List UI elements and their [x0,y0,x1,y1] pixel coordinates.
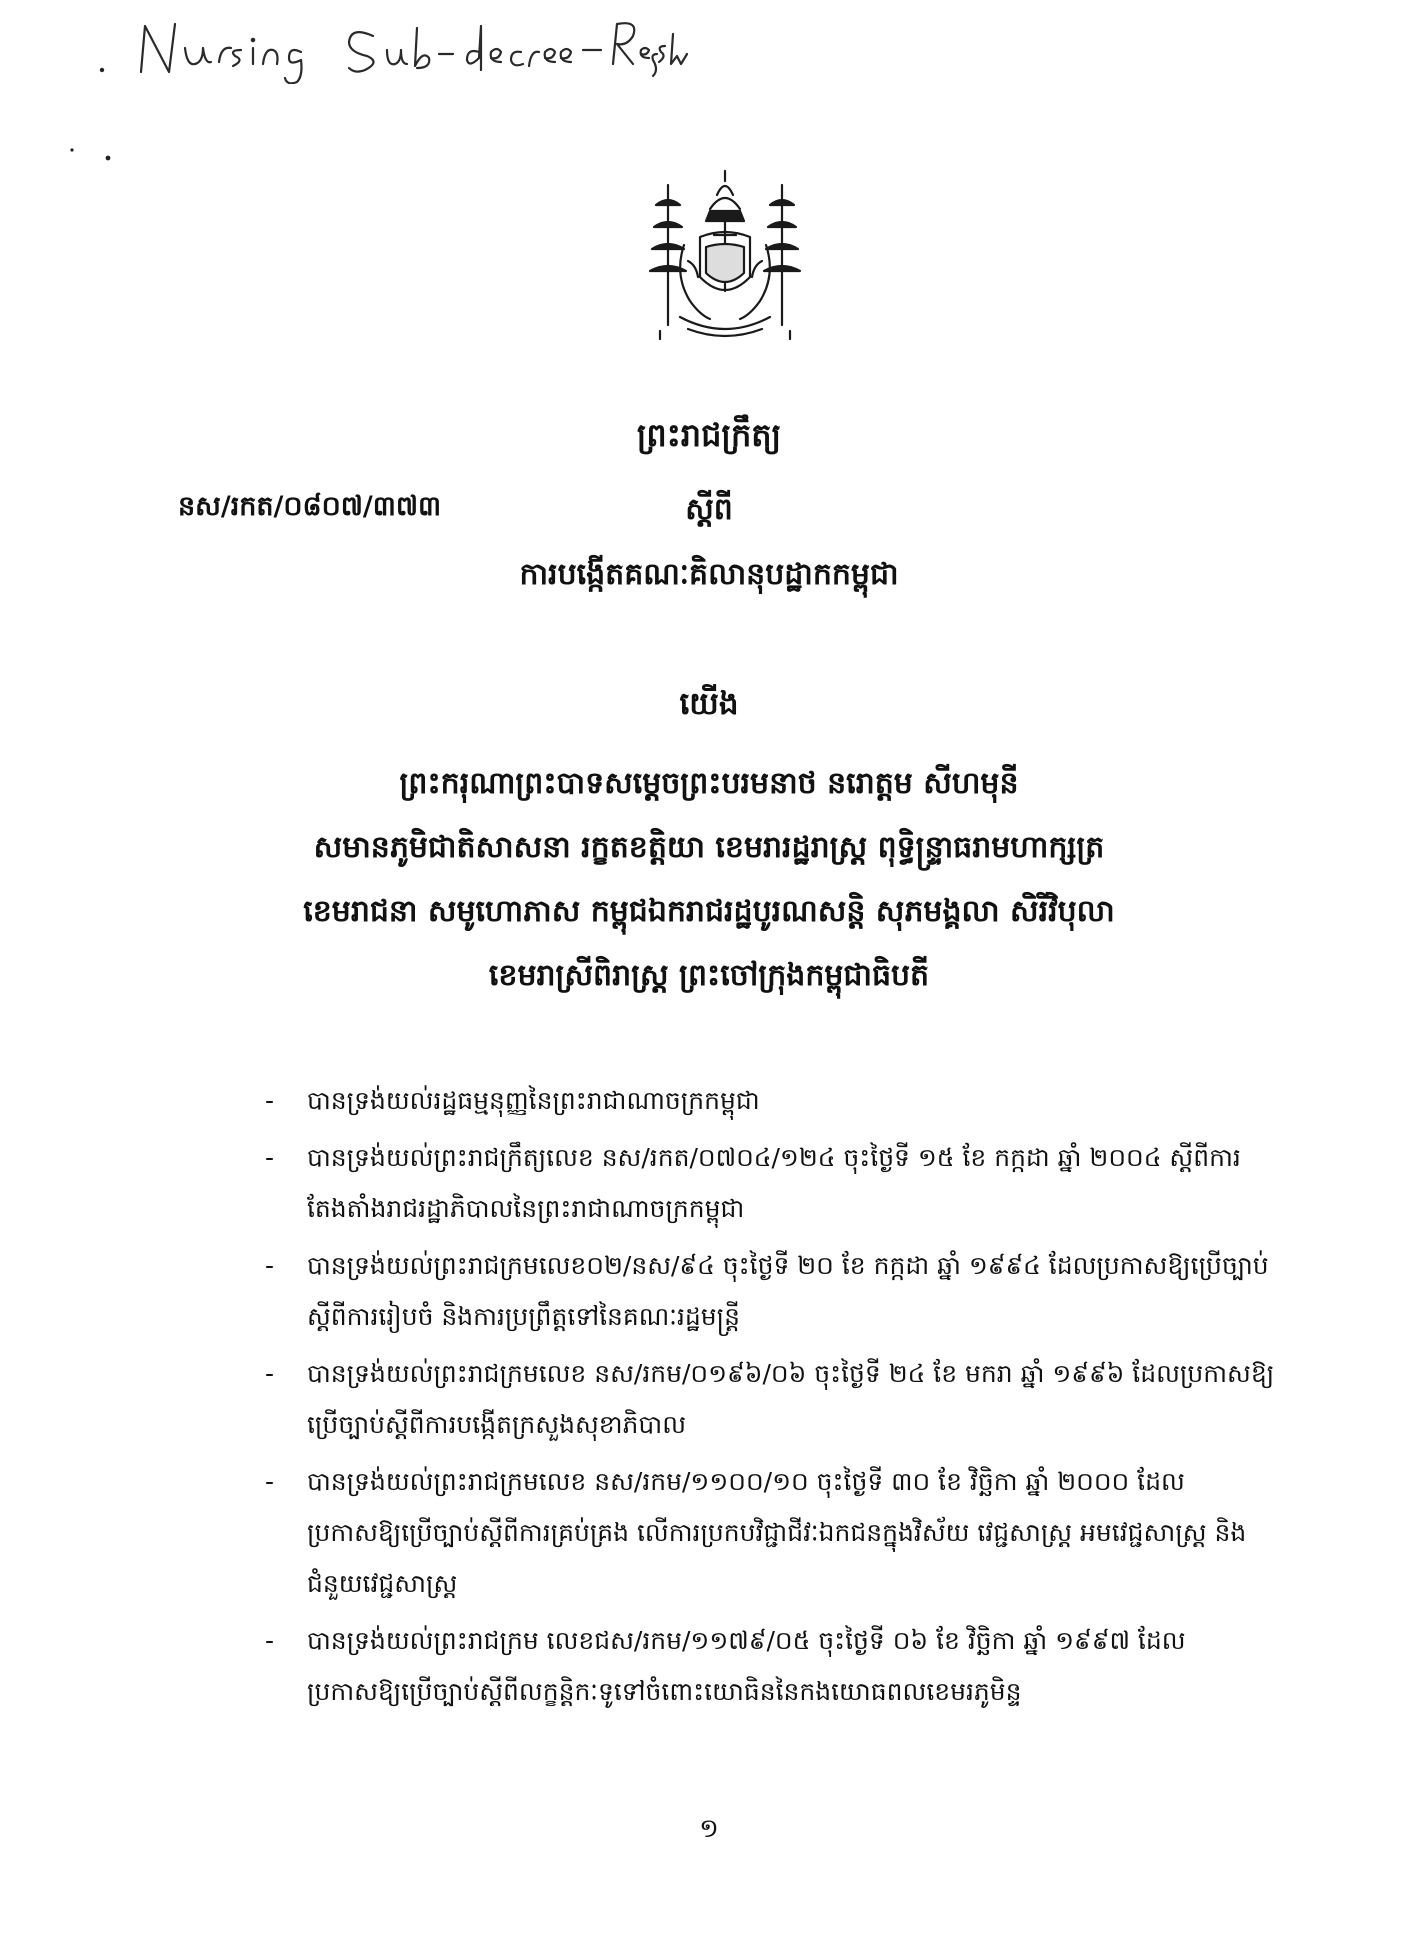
king-title-line: ខេមរាជនា សមូហោភាស កម្ពុជឯករាជរដ្ឋបូរណសន្តិ សុភមង្គលា សិរីវិបុលា [303,894,1115,929]
legal-basis-list [265,1075,1275,1723]
list-dash: - [265,1251,275,1280]
list-dash: - [265,1143,275,1172]
provision-text: បានទ្រង់យល់រដ្ឋធម្មនុញ្ញនៃព្រះរាជាណាចក្រកម្ពុជា [307,1086,760,1115]
list-dash: - [265,1626,275,1655]
provision-text: បានទ្រង់យល់ព្រះរាជក្រឹត្យលេខ នស/រកត/០៧០៤/១២៤ ចុះថ្ងៃទី ១៥ ខែ កក្កដា ឆ្នាំ ២០០៤ ស្តីពីការតែងតាំងរាជរដ្ឋាភិបាលនៃព្រះរាជាណាចក្រកម្ពុជា [307,1143,1241,1223]
provision-text: បានទ្រង់យល់ព្រះរាជក្រមលេខ០២/នស/៩៤ ចុះថ្ងៃទី ២០ ខែ កក្កដា ឆ្នាំ ១៩៩៤ ដែលប្រកាសឱ្យប្រើច្បាប់ស្តីពីការរៀបចំ និងការប្រព្រឹត្តទៅនៃគណៈរដ្ឋមន្ត្រី [307,1251,1269,1331]
list-item [265,1348,1275,1450]
list-item [265,1615,1275,1717]
list-item [265,1075,1275,1126]
list-dash: - [265,1359,275,1388]
handwriting-scribble [135,14,695,84]
list-item [265,1240,1275,1342]
handwritten-annotation [135,14,695,84]
list-dash: - [265,1467,275,1496]
provision-text: បានទ្រង់យល់ព្រះរាជក្រមលេខ នស/រកម/១១០០/១០ ចុះថ្ងៃទី ៣០ ខែ វិច្ឆិកា ឆ្នាំ ២០០០ ដែលប្រកាសឱ្យប្រើច្បាប់ស្តីពីការគ្រប់គ្រង លើការប្រកបវិជ្ជាជីវៈឯកជនក្នុងវិស័យ វេជ្ជសាស្ត្រ អមវេជ្ជសាស្ត្រ និង ជំនួយវេជ្ជសាស្ត្រ [307,1467,1247,1598]
king-title-line: ខេមរាស្រីពិរាស្ត្រ ព្រះចៅក្រុងកម្ពុជាធិបតី [488,958,930,993]
list-item [265,1456,1275,1609]
king-titles [200,752,1218,1008]
decree-subject: ការបង្កើតគណៈគិលានុបដ្ឋាកកម្ពុជា [519,557,899,592]
decree-reference-number: នស/រកត/០៨០៧/៣៧៣ [178,491,442,522]
king-title-line: ព្រះករុណាព្រះបាទសម្តេចព្រះបរមនាថ នរោត្តម សីហមុនី [399,766,1019,801]
list-dash: - [265,1086,275,1115]
page-number: ១ [699,1814,719,1844]
provision-text: បានទ្រង់យល់ព្រះរាជក្រម លេខជស/រកម/១១៧៩/០៥ ចុះថ្ងៃទី ០៦ ខែ វិច្ឆិកា ឆ្នាំ ១៩៩៧ ដែលប្រកាសឱ្យប្រើច្បាប់ស្តីពីលក្ខន្តិកៈទូទៅចំពោះយោធិននៃកងយោធពលខេមរភូមិន្ទ [307,1626,1186,1706]
decree-about-label: ស្តីពី [685,492,733,527]
preamble-we: យើង [679,686,739,722]
reference-row [0,490,1418,534]
list-item [265,1132,1275,1234]
king-title-line: សមានភូមិជាតិសាសនា រក្ខតខត្តិយា ខេមរារដ្ឋរាស្ត្រ ពុទ្ធិន្ទ្រាធរាមហាក្សត្រ [313,830,1105,865]
provision-text: បានទ្រង់យល់ព្រះរាជក្រមលេខ នស/រកម/០១៩៦/០៦ ចុះថ្ងៃទី ២៤ ខែ មករា ឆ្នាំ ១៩៩៦ ដែលប្រកាសឱ្យប្រើច្បាប់ស្តីពីការបង្កើតក្រសួងសុខាភិបាល [307,1359,1275,1439]
royal-coat-of-arms-icon [640,165,810,345]
decree-title: ព្រះរាជក្រឹត្យ [636,416,782,454]
